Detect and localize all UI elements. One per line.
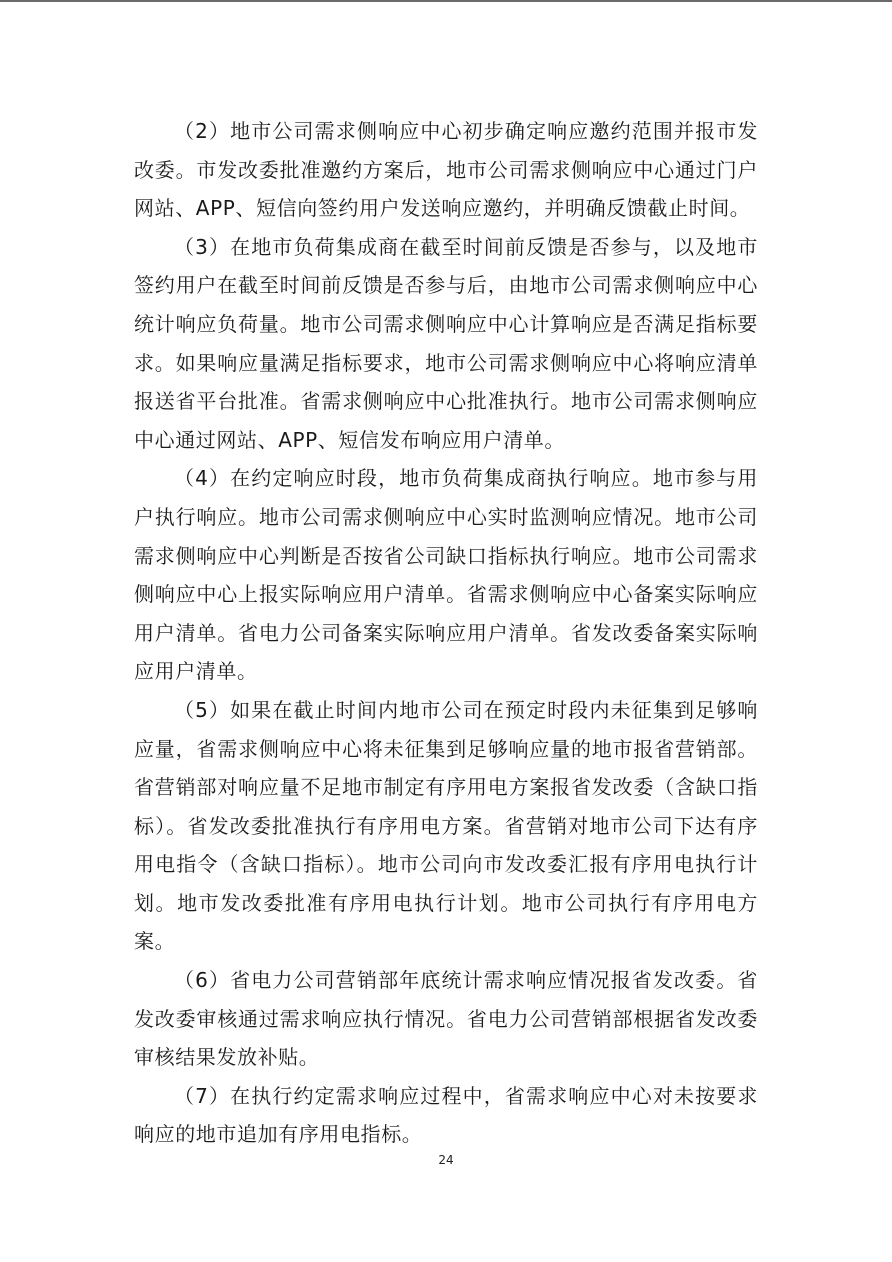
paragraph-step-2: （2）地市公司需求侧响应中心初步确定响应邀约范围并报市发改委。市发改委批准邀约方案后，地市公司需求侧响应中心通过门户网站、APP、短信向签约用户发送响应邀约，并明确反馈截止时间。 [134, 119, 758, 221]
paragraph-step-6: （6）省电力公司营销部年底统计需求响应情况报省发改委。省发改委审核通过需求响应执行情况。省电力公司营销部根据省发改委审核结果发放补贴。 [134, 968, 758, 1070]
page-number: 24 [438, 1153, 454, 1167]
paragraph-step-3: （3）在地市负荷集成商在截至时间前反馈是否参与，以及地市签约用户在截至时间前反馈是否参与后，由地市公司需求侧响应中心统计响应负荷量。地市公司需求侧响应中心计算响应是否满足指标要求。如果响应量满足指标要求，地市公司需求侧响应中心将响应清单报送省平台批准。省需求侧响应中心批准执行。地市公司需求侧响应中心通过网站、APP、短信发布响应用户清单。 [134, 234, 758, 452]
paragraph-step-5: （5）如果在截止时间内地市公司在预定时段内未征集到足够响应量，省需求侧响应中心将未征集到足够响应量的地市报省营销部。省营销部对响应量不足地市制定有序用电方案报省发改委（含缺口指标）。省发改委批准执行有序用电方案。省营销对地市公司下达有序用电指令（含缺口指标）。地市公司向市发改委汇报有序用电执行计划。地市发改委批准有序用电执行计划。地市公司执行有序用电方案。 [134, 697, 758, 954]
top-border-line [0, 0, 892, 2]
paragraph-step-4: （4）在约定响应时段，地市负荷集成商执行响应。地市参与用户执行响应。地市公司需求侧响应中心实时监测响应情况。地市公司需求侧响应中心判断是否按省公司缺口指标执行响应。地市公司需求侧响应中心上报实际响应用户清单。省需求侧响应中心备案实际响应用户清单。省电力公司备案实际响应用户清单。省发改委备案实际响应用户清单。 [134, 466, 758, 684]
paragraph-step-7: （7）在执行约定需求响应过程中，省需求响应中心对未按要求响应的地市追加有序用电指标。 [134, 1083, 758, 1147]
page-body [134, 112, 758, 1154]
